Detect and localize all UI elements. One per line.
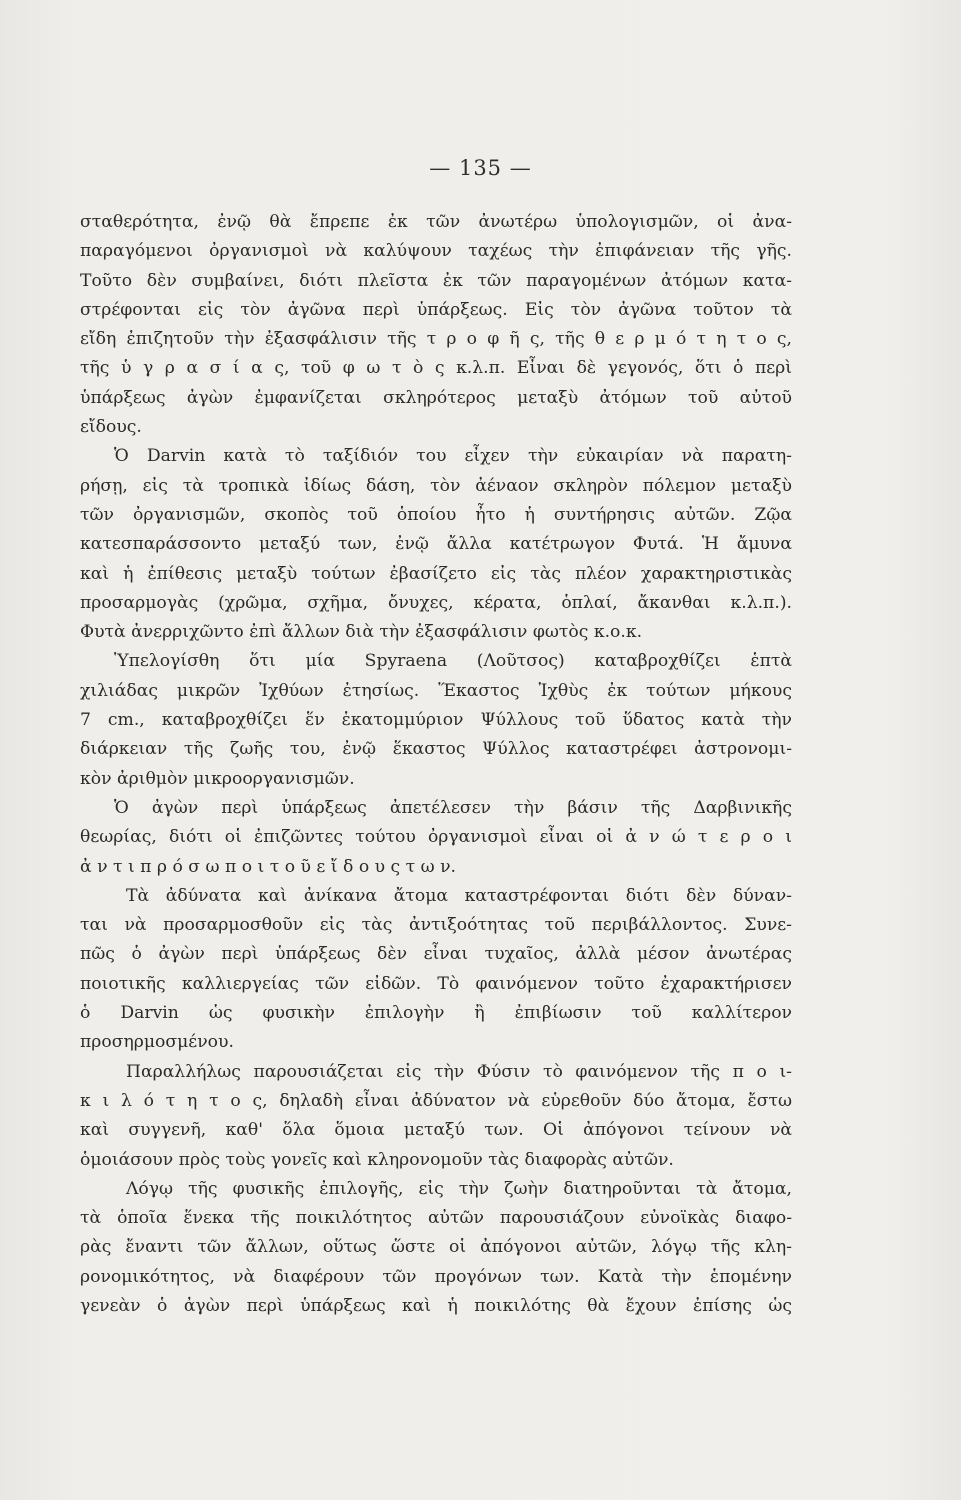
text-line: Τοῦτο δὲν συμβαίνει, διότι πλεῖστα ἐκ τῶν παραγομένων ἀτόμων κατα- — [80, 270, 792, 291]
text-line: προσηρμοσμένου. — [80, 1032, 234, 1053]
text-line: ὁμοιάσουν πρὸς τοὺς γονεῖς καὶ κληρονομοῦν τὰς διαφορὰς αὐτῶν. — [80, 1149, 674, 1170]
text-line: τῆς ὑ γ ρ α σ ί α ς, τοῦ φ ω τ ὸ ς κ.λ.π. Εἶναι δὲ γεγονός, ὅτι ὁ περὶ — [80, 358, 792, 379]
text-line: Ὑπελογίσθη ὅτι μία Spyraena (Λοῦτσος) καταβροχθίζει ἑπτὰ — [114, 651, 792, 672]
text-line: ρὰς ἔναντι τῶν ἄλλων, οὕτως ὥστε οἱ ἀπόγονοι αὐτῶν, λόγῳ τῆς κλη- — [80, 1237, 792, 1258]
text-line: Παραλλήλως παρουσιάζεται εἰς τὴν Φύσιν τὸ φαινόμενον τῆς π ο ι- — [126, 1061, 792, 1082]
text-line: ται νὰ προσαρμοσθοῦν εἰς τὰς ἀντιξοότητας τοῦ περιβάλλοντος. Συνε- — [80, 915, 792, 936]
text-line: 7 cm., καταβροχθίζει ἕν ἑκατομμύριον Ψύλλους τοῦ ὕδατος κατὰ τὴν — [80, 710, 792, 731]
text-line: χιλιάδας μικρῶν Ἰχθύων ἐτησίως. Ἕκαστος Ἰχθὺς ἐκ τούτων μήκους — [80, 680, 792, 701]
text-line: ρήσῃ, εἰς τὰ τροπικὰ ἰδίως δάση, τὸν ἀέναον σκληρὸν πόλεμον μεταξὺ — [80, 475, 792, 496]
text-line: καὶ συγγενῆ, καθ' ὅλα ὅμοια μεταξύ των. Οἱ ἀπόγονοι τείνουν νὰ — [80, 1120, 792, 1141]
text-line: εἴδη ἐπιζητοῦν τὴν ἐξασφάλισιν τῆς τ ρ ο φ ῆ ς, τῆς θ ε ρ μ ό τ η τ ο ς, — [80, 329, 792, 350]
text-line: κατεσπαράσσοντο μεταξύ των, ἐνῷ ἄλλα κατέτρωγον Φυτά. Ἡ ἄμυνα — [80, 534, 792, 555]
text-line: παραγόμενοι ὀργανισμοὶ νὰ καλύψουν ταχέως τὴν ἐπιφάνειαν τῆς γῆς. — [80, 241, 792, 262]
text-line: Ὁ ἀγὼν περὶ ὑπάρξεως ἀπετέλεσεν τὴν βάσιν τῆς Δαρβινικῆς — [114, 797, 792, 818]
text-line: καὶ ἡ ἐπίθεσις μεταξὺ τούτων ἐβασίζετο εἰς τὰς πλέον χαρακτηριστικὰς — [80, 563, 792, 584]
page-number: — 135 — — [429, 156, 532, 180]
text-line: ὁ Darvin ὡς φυσικὴν ἐπιλογὴν ἢ ἐπιβίωσιν τοῦ καλλίτερον — [80, 1003, 792, 1024]
body-text — [80, 208, 792, 1321]
text-line: κ ι λ ό τ η τ ο ς, δηλαδὴ εἶναι ἀδύνατον νὰ εὑρεθοῦν δύο ἄτομα, ἔστω — [80, 1090, 792, 1111]
text-line: προσαρμογὰς (χρῶμα, σχῆμα, ὄνυχες, κέρατα, ὁπλαί, ἄκανθαι κ.λ.π.). — [80, 592, 792, 613]
text-line: ποιοτικῆς καλλιεργείας τῶν εἰδῶν. Τὸ φαινόμενον τοῦτο ἐχαρακτήρισεν — [80, 973, 792, 994]
text-line: στρέφονται εἰς τὸν ἀγῶνα περὶ ὑπάρξεως. Εἰς τὸν ἀγῶνα τοῦτον τὰ — [80, 299, 792, 320]
text-line: ἀ ν τ ι π ρ ό σ ω π ο ι τ ο ῦ ε ἴ δ ο υ ς τ ω ν. — [80, 856, 456, 877]
text-line: Τὰ ἀδύνατα καὶ ἀνίκανα ἄτομα καταστρέφονται διότι δὲν δύναν- — [126, 885, 792, 906]
text-line: Λόγῳ τῆς φυσικῆς ἐπιλογῆς, εἰς τὴν ζωὴν διατηροῦνται τὰ ἄτομα, — [126, 1178, 792, 1199]
text-line: τὰ ὁποῖα ἕνεκα τῆς ποικιλότητος αὐτῶν παρουσιάζουν εὐνοϊκὰς διαφο- — [80, 1208, 792, 1229]
text-line: ρονομικότητος, νὰ διαφέρουν τῶν προγόνων των. Κατὰ τὴν ἑπομένην — [80, 1266, 792, 1287]
text-line: τῶν ὀργανισμῶν, σκοπὸς τοῦ ὁποίου ἦτο ἡ συντήρησις αὐτῶν. Ζῷα — [80, 504, 792, 525]
text-line: θεωρίας, διότι οἱ ἐπιζῶντες τούτου ὀργανισμοὶ εἶναι οἱ ἀ ν ώ τ ε ρ ο ι — [80, 827, 792, 848]
text-line: γενεὰν ὁ ἀγὼν περὶ ὑπάρξεως καὶ ἡ ποικιλότης θὰ ἔχουν ἐπίσης ὡς — [80, 1295, 792, 1316]
text-line: διάρκειαν τῆς ζωῆς του, ἐνῷ ἕκαστος Ψύλλος καταστρέφει ἀστρονομι- — [80, 739, 792, 760]
text-line: σταθερότητα, ἐνῷ θὰ ἔπρεπε ἐκ τῶν ἀνωτέρω ὑπολογισμῶν, οἱ ἀνα- — [80, 212, 792, 232]
text-line: κὸν ἀριθμὸν μικροοργανισμῶν. — [80, 768, 355, 789]
text-line: Φυτὰ ἀνερριχῶντο ἐπὶ ἄλλων διὰ τὴν ἐξασφάλισιν φωτὸς κ.ο.κ. — [80, 622, 643, 643]
text-line: Ὁ Darvin κατὰ τὸ ταξίδιόν του εἶχεν τὴν εὐκαιρίαν νὰ παρατη- — [114, 446, 792, 467]
text-line: πῶς ὁ ἀγὼν περὶ ὑπάρξεως δὲν εἶναι τυχαῖος, ἀλλὰ μέσον ἀνωτέρας — [80, 944, 792, 965]
text-line: εἴδους. — [80, 417, 142, 438]
text-line: ὑπάρξεως ἀγὼν ἐμφανίζεται σκληρότερος μεταξὺ ἀτόμων τοῦ αὐτοῦ — [80, 387, 792, 408]
